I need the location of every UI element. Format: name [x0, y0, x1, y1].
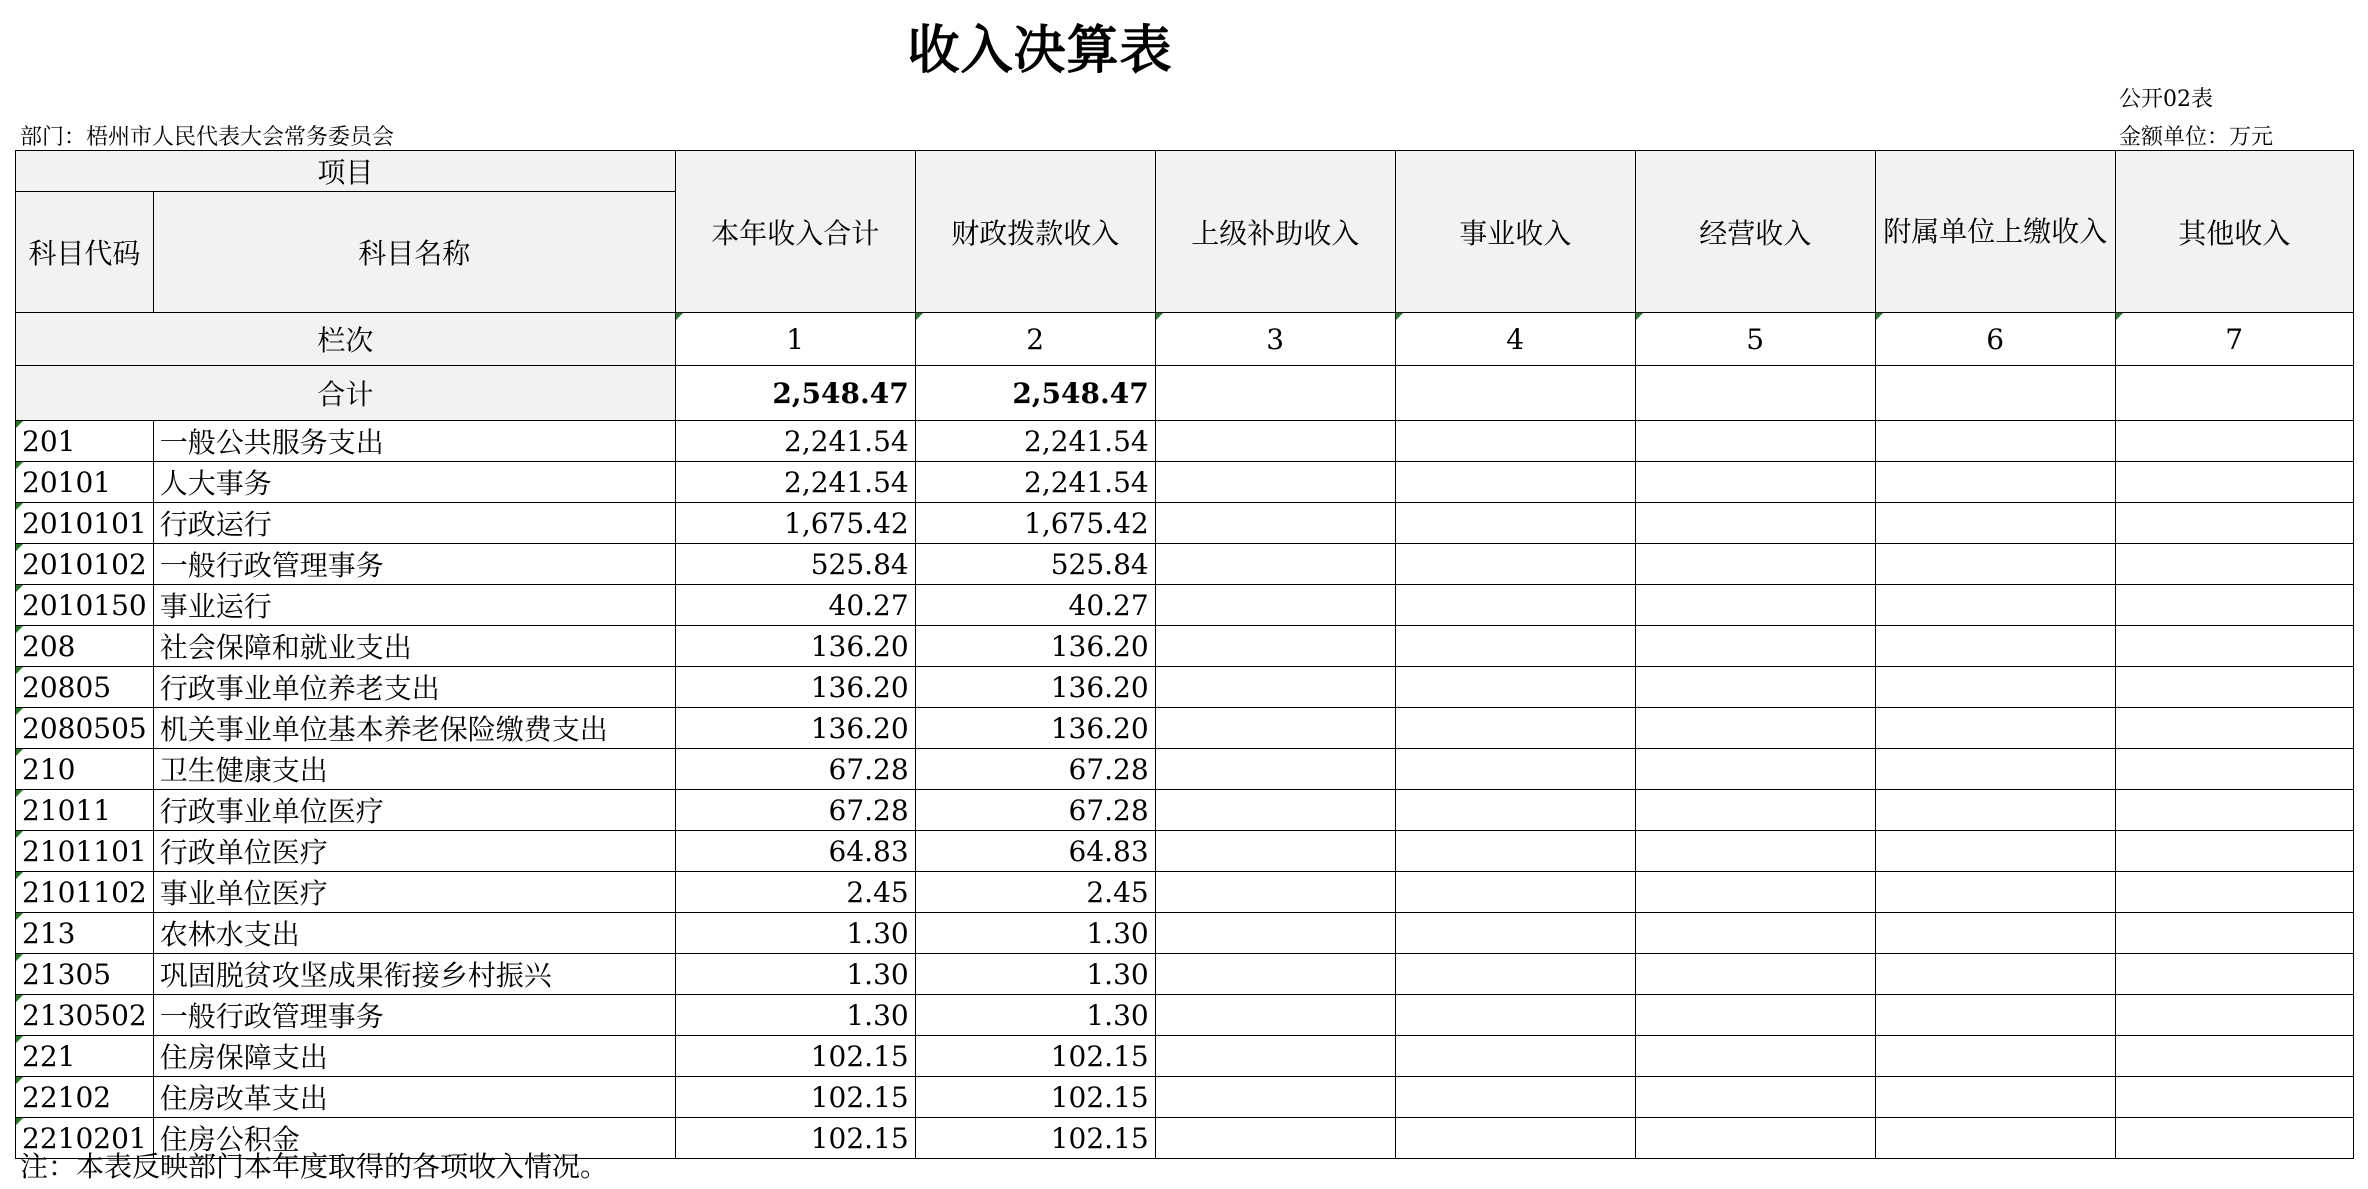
- account-name: 住房改革支出: [153, 1077, 675, 1118]
- cell-col2: 1.30: [915, 913, 1155, 954]
- cell-col4: [1395, 1077, 1635, 1118]
- cell-col7: [2115, 421, 2353, 462]
- cell-col6: [1875, 1118, 2115, 1159]
- cell-col1: 67.28: [675, 790, 915, 831]
- cell-col5: [1635, 954, 1875, 995]
- cell-col4: [1395, 1036, 1635, 1077]
- total-col2: 2,548.47: [915, 366, 1155, 421]
- row-index-2: 2: [915, 313, 1155, 366]
- cell-col4: [1395, 1118, 1635, 1159]
- cell-col1: 136.20: [675, 626, 915, 667]
- cell-col3: [1155, 708, 1395, 749]
- cell-col6: [1875, 954, 2115, 995]
- cell-col6: [1875, 544, 2115, 585]
- footnote: 注：本表反映部门本年度取得的各项收入情况。: [20, 1150, 609, 1183]
- cell-col2: 64.83: [915, 831, 1155, 872]
- account-name: 农林水支出: [153, 913, 675, 954]
- table-row: [16, 1036, 2354, 1077]
- cell-col4: [1395, 585, 1635, 626]
- account-code: 2010150: [16, 585, 154, 626]
- cell-col7: [2115, 585, 2353, 626]
- cell-col4: [1395, 421, 1635, 462]
- account-code: 213: [16, 913, 154, 954]
- total-col3: [1155, 366, 1395, 421]
- cell-col5: [1635, 503, 1875, 544]
- header-code: 科目代码: [16, 192, 154, 313]
- account-code: 2101102: [16, 872, 154, 913]
- cell-col2: 136.20: [915, 708, 1155, 749]
- cell-col2: 67.28: [915, 790, 1155, 831]
- header-col2: 财政拨款收入: [915, 151, 1155, 313]
- account-code: 2010101: [16, 503, 154, 544]
- cell-col7: [2115, 790, 2353, 831]
- cell-col3: [1155, 1036, 1395, 1077]
- cell-col7: [2115, 626, 2353, 667]
- cell-col1: 67.28: [675, 749, 915, 790]
- cell-col1: 1.30: [675, 954, 915, 995]
- total-col1: 2,548.47: [675, 366, 915, 421]
- cell-col4: [1395, 749, 1635, 790]
- income-table: [15, 150, 2354, 1159]
- table-row: [16, 954, 2354, 995]
- account-code: 2130502: [16, 995, 154, 1036]
- account-name: 行政运行: [153, 503, 675, 544]
- cell-col1: 136.20: [675, 667, 915, 708]
- row-index-4: 4: [1395, 313, 1635, 366]
- cell-col2: 2.45: [915, 872, 1155, 913]
- table-row: [16, 421, 2354, 462]
- cell-col5: [1635, 544, 1875, 585]
- cell-col2: 67.28: [915, 749, 1155, 790]
- total-row: [16, 366, 2354, 421]
- table-row: [16, 585, 2354, 626]
- cell-col5: [1635, 585, 1875, 626]
- cell-col4: [1395, 708, 1635, 749]
- cell-col3: [1155, 626, 1395, 667]
- account-name: 一般行政管理事务: [153, 544, 675, 585]
- cell-col7: [2115, 1118, 2353, 1159]
- total-label: 合计: [16, 366, 676, 421]
- table-row: [16, 462, 2354, 503]
- account-name: 事业单位医疗: [153, 872, 675, 913]
- cell-col1: 2,241.54: [675, 462, 915, 503]
- header-item: 项目: [16, 151, 676, 192]
- cell-col6: [1875, 749, 2115, 790]
- row-index-7: 7: [2115, 313, 2353, 366]
- header-col5: 经营收入: [1635, 151, 1875, 313]
- cell-col4: [1395, 462, 1635, 503]
- cell-col6: [1875, 831, 2115, 872]
- account-code: 22102: [16, 1077, 154, 1118]
- cell-col7: [2115, 749, 2353, 790]
- cell-col7: [2115, 1036, 2353, 1077]
- cell-col2: 1.30: [915, 995, 1155, 1036]
- account-code: 20101: [16, 462, 154, 503]
- cell-col3: [1155, 1077, 1395, 1118]
- cell-col5: [1635, 708, 1875, 749]
- cell-col2: 1.30: [915, 954, 1155, 995]
- header-col3: 上级补助收入: [1155, 151, 1395, 313]
- cell-col6: [1875, 462, 2115, 503]
- cell-col5: [1635, 667, 1875, 708]
- row-index-1: 1: [675, 313, 915, 366]
- cell-col3: [1155, 667, 1395, 708]
- table-row: [16, 544, 2354, 585]
- account-code: 2080505: [16, 708, 154, 749]
- cell-col2: 102.15: [915, 1118, 1155, 1159]
- table-row: [16, 667, 2354, 708]
- cell-col3: [1155, 585, 1395, 626]
- cell-col5: [1635, 462, 1875, 503]
- table-row: [16, 708, 2354, 749]
- cell-col5: [1635, 1036, 1875, 1077]
- cell-col5: [1635, 626, 1875, 667]
- account-name: 机关事业单位基本养老保险缴费支出: [153, 708, 675, 749]
- department-label: 部门：梧州市人民代表大会常务委员会: [20, 125, 395, 150]
- row-index-6: 6: [1875, 313, 2115, 366]
- cell-col3: [1155, 831, 1395, 872]
- cell-col1: 2,241.54: [675, 421, 915, 462]
- account-name: 事业运行: [153, 585, 675, 626]
- cell-col3: [1155, 503, 1395, 544]
- cell-col6: [1875, 790, 2115, 831]
- cell-col4: [1395, 626, 1635, 667]
- cell-col2: 525.84: [915, 544, 1155, 585]
- cell-col1: 136.20: [675, 708, 915, 749]
- account-name: 行政单位医疗: [153, 831, 675, 872]
- cell-col3: [1155, 790, 1395, 831]
- account-code: 21011: [16, 790, 154, 831]
- cell-col7: [2115, 831, 2353, 872]
- cell-col6: [1875, 626, 2115, 667]
- cell-col6: [1875, 913, 2115, 954]
- account-name: 社会保障和就业支出: [153, 626, 675, 667]
- table-row: [16, 1077, 2354, 1118]
- cell-col3: [1155, 749, 1395, 790]
- cell-col6: [1875, 995, 2115, 1036]
- cell-col4: [1395, 995, 1635, 1036]
- cell-col1: 1.30: [675, 995, 915, 1036]
- account-name: 人大事务: [153, 462, 675, 503]
- cell-col6: [1875, 667, 2115, 708]
- table-row: [16, 831, 2354, 872]
- account-code: 210: [16, 749, 154, 790]
- cell-col3: [1155, 462, 1395, 503]
- row-index-3: 3: [1155, 313, 1395, 366]
- cell-col7: [2115, 1077, 2353, 1118]
- account-code: 2010102: [16, 544, 154, 585]
- account-name: 一般公共服务支出: [153, 421, 675, 462]
- cell-col5: [1635, 913, 1875, 954]
- table-row: [16, 626, 2354, 667]
- cell-col6: [1875, 421, 2115, 462]
- cell-col6: [1875, 1036, 2115, 1077]
- cell-col1: 525.84: [675, 544, 915, 585]
- cell-col4: [1395, 503, 1635, 544]
- cell-col7: [2115, 708, 2353, 749]
- cell-col1: 40.27: [675, 585, 915, 626]
- table-row: [16, 913, 2354, 954]
- cell-col6: [1875, 585, 2115, 626]
- cell-col7: [2115, 954, 2353, 995]
- cell-col5: [1635, 831, 1875, 872]
- cell-col2: 102.15: [915, 1036, 1155, 1077]
- account-code: 2101101: [16, 831, 154, 872]
- cell-col7: [2115, 462, 2353, 503]
- cell-col1: 1.30: [675, 913, 915, 954]
- cell-col2: 40.27: [915, 585, 1155, 626]
- cell-col5: [1635, 872, 1875, 913]
- cell-col4: [1395, 790, 1635, 831]
- account-name: 卫生健康支出: [153, 749, 675, 790]
- cell-col7: [2115, 995, 2353, 1036]
- cell-col2: 2,241.54: [915, 421, 1155, 462]
- cell-col1: 64.83: [675, 831, 915, 872]
- cell-col2: 136.20: [915, 667, 1155, 708]
- total-col7: [2115, 366, 2353, 421]
- table-row: [16, 995, 2354, 1036]
- cell-col2: 136.20: [915, 626, 1155, 667]
- account-code: 208: [16, 626, 154, 667]
- header-col4: 事业收入: [1395, 151, 1635, 313]
- header-row-index-label: 栏次: [16, 313, 676, 366]
- cell-col7: [2115, 503, 2353, 544]
- cell-col3: [1155, 1118, 1395, 1159]
- cell-col5: [1635, 421, 1875, 462]
- cell-col3: [1155, 995, 1395, 1036]
- table-row: [16, 503, 2354, 544]
- cell-col5: [1635, 1118, 1875, 1159]
- cell-col6: [1875, 872, 2115, 913]
- account-code: 221: [16, 1036, 154, 1077]
- cell-col6: [1875, 708, 2115, 749]
- header-name: 科目名称: [153, 192, 675, 313]
- cell-col4: [1395, 913, 1635, 954]
- account-name: 住房保障支出: [153, 1036, 675, 1077]
- cell-col1: 1,675.42: [675, 503, 915, 544]
- cell-col2: 102.15: [915, 1077, 1155, 1118]
- cell-col4: [1395, 544, 1635, 585]
- total-col6: [1875, 366, 2115, 421]
- account-name: 行政事业单位养老支出: [153, 667, 675, 708]
- cell-col4: [1395, 667, 1635, 708]
- cell-col1: 2.45: [675, 872, 915, 913]
- total-col5: [1635, 366, 1875, 421]
- account-name: 巩固脱贫攻坚成果衔接乡村振兴: [153, 954, 675, 995]
- cell-col1: 102.15: [675, 1036, 915, 1077]
- cell-col3: [1155, 544, 1395, 585]
- account-code: 21305: [16, 954, 154, 995]
- account-code: 20805: [16, 667, 154, 708]
- header-col7: 其他收入: [2115, 151, 2353, 313]
- amount-unit-label: 金额单位：万元: [2119, 125, 2274, 150]
- table-row: [16, 790, 2354, 831]
- cell-col4: [1395, 831, 1635, 872]
- table-row: [16, 872, 2354, 913]
- cell-col3: [1155, 872, 1395, 913]
- cell-col1: 102.15: [675, 1118, 915, 1159]
- account-name: 一般行政管理事务: [153, 995, 675, 1036]
- cell-col5: [1635, 995, 1875, 1036]
- table-row: [16, 749, 2354, 790]
- cell-col5: [1635, 790, 1875, 831]
- cell-col3: [1155, 421, 1395, 462]
- account-name: 住房公积金: [153, 1118, 675, 1159]
- cell-col7: [2115, 872, 2353, 913]
- cell-col1: 102.15: [675, 1077, 915, 1118]
- cell-col6: [1875, 1077, 2115, 1118]
- account-name: 行政事业单位医疗: [153, 790, 675, 831]
- cell-col2: 2,241.54: [915, 462, 1155, 503]
- cell-col3: [1155, 954, 1395, 995]
- cell-col5: [1635, 1077, 1875, 1118]
- row-index-5: 5: [1635, 313, 1875, 366]
- header-col6: 附属单位上缴收入: [1875, 151, 2115, 313]
- page-title: 收入决算表: [907, 20, 1173, 81]
- cell-col4: [1395, 872, 1635, 913]
- cell-col5: [1635, 749, 1875, 790]
- account-code: 2210201: [16, 1118, 154, 1159]
- cell-col7: [2115, 913, 2353, 954]
- account-code: 201: [16, 421, 154, 462]
- cell-col7: [2115, 544, 2353, 585]
- cell-col7: [2115, 667, 2353, 708]
- cell-col6: [1875, 503, 2115, 544]
- header-col1: 本年收入合计: [675, 151, 915, 313]
- document-number: 公开02表: [2119, 87, 2213, 112]
- cell-col3: [1155, 913, 1395, 954]
- cell-col2: 1,675.42: [915, 503, 1155, 544]
- total-col4: [1395, 366, 1635, 421]
- cell-col4: [1395, 954, 1635, 995]
